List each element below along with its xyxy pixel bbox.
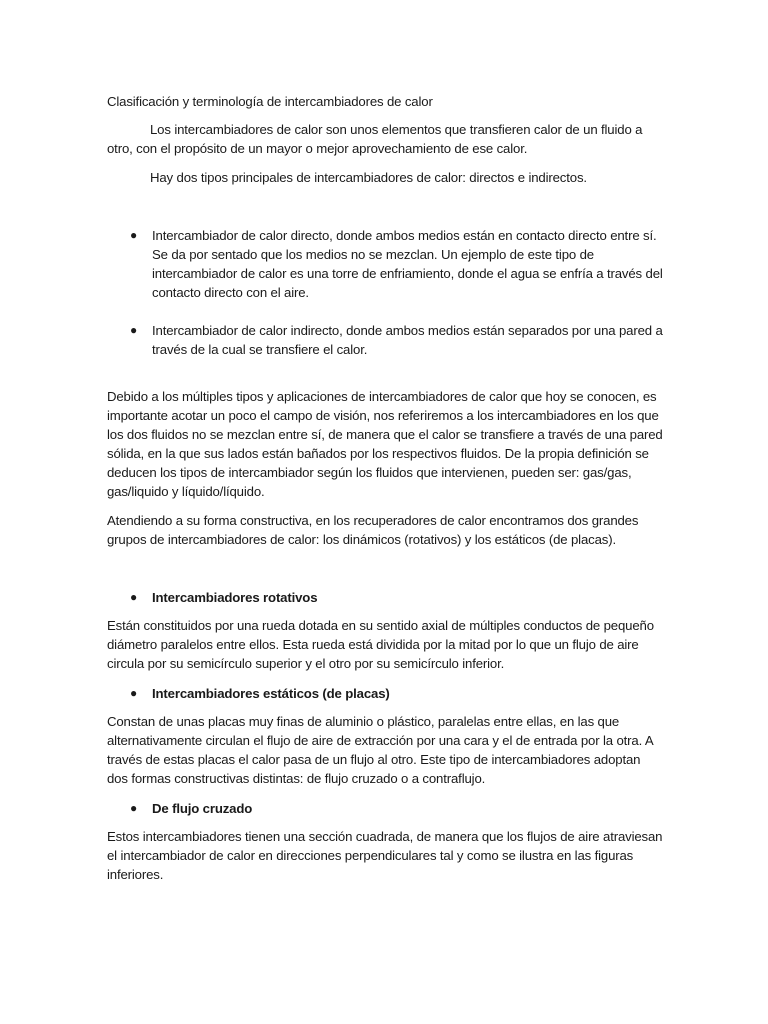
list-item-text: Intercambiador de calor directo, donde ambos medios están en contacto directo entre sí. Se da por sentado que los medios no se mezclan. Un ejemplo de este tipo de intercambiador de calor es una torre de enfriamiento, donde el agua se enfría a través del contacto directo con el aire. bbox=[152, 228, 663, 300]
heading-text: Intercambiadores estáticos (de placas) bbox=[152, 686, 390, 701]
intro-paragraph-1: Los intercambiadores de calor son unos elementos que transfieren calor de un fluido a otro, con el propósito de un mayor o mejor aprovechamiento de ese calor. bbox=[107, 122, 643, 156]
paragraph-rotativos: Están constituidos por una rueda dotada en su sentido axial de múltiples conductos de pequeño diámetro paralelos entre ellos. Esta rueda está dividida por la mitad por lo que un flujo de aire circula por su semicírculo superior y el otro por su semicírculo inferior. bbox=[107, 618, 654, 671]
list-item-text: Intercambiador de calor indirecto, donde ambos medios están separados por una pared a través de la cual se transfiere el calor. bbox=[152, 323, 663, 357]
heading-text: Intercambiadores rotativos bbox=[152, 590, 318, 605]
heading-text: De flujo cruzado bbox=[152, 801, 253, 816]
bullet-icon: ● bbox=[130, 801, 138, 815]
paragraph-atendiendo: Atendiendo a su forma constructiva, en los recuperadores de calor encontramos dos grandes grupos de intercambiadores de calor: los dinámicos (rotativos) y los estáticos (de placas). bbox=[107, 513, 639, 547]
bullet-icon: ● bbox=[130, 590, 138, 604]
bullet-icon: ● bbox=[130, 228, 138, 242]
paragraph-estaticos: Constan de unas placas muy finas de aluminio o plástico, paralelas entre ellas, en las que alternativamente circulan el flujo de aire de extracción por una cara y el de entrada por la otra. A través de estas placas el calor pasa de un flujo al otro. Este tipo de intercambiadores adoptan dos formas constructivas distintas: de flujo cruzado o a contraflujo. bbox=[107, 714, 653, 786]
bullet-icon: ● bbox=[130, 686, 138, 700]
bullet-icon: ● bbox=[130, 323, 138, 337]
paragraph-debido: Debido a los múltiples tipos y aplicaciones de intercambiadores de calor que hoy se conocen, es importante acotar un poco el campo de visión, nos referiremos a los intercambiadores en los que los dos fluidos no se mezclan entre sí, de manera que el calor se transfiere a través de una pared sólida, en la que sus lados están bañados por los respectivos fluidos. De la propia definición se deducen los tipos de intercambiador según los fluidos que intervienen, pueden ser: gas/gas, gas/liquido y líquido/líquido. bbox=[107, 389, 663, 499]
intro-paragraph-2: Hay dos tipos principales de intercambiadores de calor: directos e indirectos. bbox=[150, 170, 587, 185]
document-title: Clasificación y terminología de intercambiadores de calor bbox=[107, 94, 433, 109]
paragraph-cruzado: Estos intercambiadores tienen una sección cuadrada, de manera que los flujos de aire atraviesan el intercambiador de calor en direcciones perpendiculares tal y como se ilustra en las figuras inferiores. bbox=[107, 829, 663, 882]
